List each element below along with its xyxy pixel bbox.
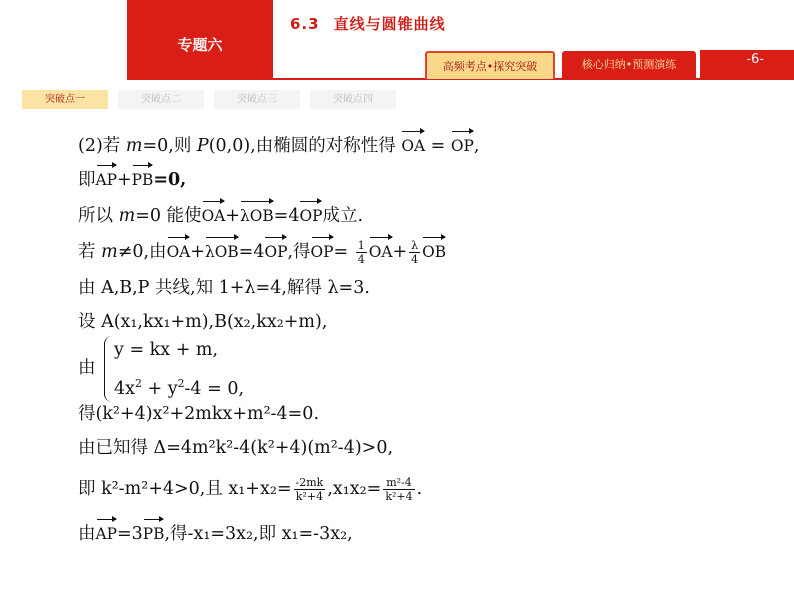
fraction-sum: $\frac{-2mk}{\text{k²+4}}$ xyxy=(295,476,324,503)
chapter-title-text: 直线与圆锥曲线 xyxy=(333,15,446,33)
point-tab-3[interactable]: 突破点三 xyxy=(214,90,300,109)
vector-oa: OA xyxy=(401,130,425,158)
solution-line-9: 由已知得 Δ=4m²k²-4(k²+4)(m²-4)>0, xyxy=(78,438,394,458)
solution-line-3: 所以 m=0 能使OA+λOB=4OP成立. xyxy=(78,200,363,228)
system-brace xyxy=(104,336,113,402)
vector-po: OP xyxy=(451,130,474,158)
solution-line-2: 即AP+PB=0, xyxy=(78,164,186,192)
vector-pb: PB xyxy=(132,164,154,192)
solution-line-8: 得(k²+4)x²+2mkx+m²-4=0. xyxy=(78,404,320,424)
solution-line-10: 即 k²-m²+4>0,且 x₁+x₂= $\frac{-2mk}{\text{k²+4}}$ ,x₁x₂= $\frac{\text{m²-4}}{\text{k²+4}}$ . xyxy=(78,476,423,503)
section-label: 专题六 xyxy=(177,36,223,54)
chapter-number: 6.3 xyxy=(290,15,320,33)
system-eq-1: y = kx + m, xyxy=(114,340,219,360)
solution-line-4: 若 m≠0,由OA+λOB=4OP,得OP= $\frac{1}{4}$ OA+ $\frac{\lambda}{4}$ OB xyxy=(78,236,446,266)
vector-ap: AP xyxy=(96,164,117,192)
point-tab-4[interactable]: 突破点四 xyxy=(310,90,396,109)
system-eq-2: $4x^2 + y^2-4 = 0$, xyxy=(114,377,245,399)
solution-line-5: 由 A,B,P 共线,知 1+λ=4,解得 λ=3. xyxy=(78,278,370,298)
fraction-product: $\frac{\text{m²-4}}{\text{k²+4}}$ xyxy=(385,476,413,503)
solution-line-11: 由AP=3PB,得-x₁=3x₂,即 x₁=-3x₂, xyxy=(78,518,353,546)
solution-line-6: 设 A(x₁,kx₁+m),B(x₂,kx₂+m), xyxy=(78,312,328,332)
point-tab-1[interactable]: 突破点一 xyxy=(22,90,108,109)
point-tab-2[interactable]: 突破点二 xyxy=(118,90,204,109)
chapter-title xyxy=(290,13,446,34)
fraction-lambda-quarter: $\frac{\lambda}{4}$ xyxy=(411,239,419,266)
solution-line-1: (2)若 m=0,则 P(0,0),由椭圆的对称性得 OA = OP, xyxy=(78,130,479,158)
page-number: -6- xyxy=(746,52,764,67)
tab-high-frequency[interactable]: 高频考点•探究突破 xyxy=(425,51,555,79)
fraction-one-quarter: $\frac{1}{4}$ xyxy=(357,239,365,266)
solution-line-7-label: 由 xyxy=(78,358,96,378)
tab-core-summary[interactable]: 核心归纳•预测演练 xyxy=(562,51,696,79)
section-banner xyxy=(127,0,273,80)
